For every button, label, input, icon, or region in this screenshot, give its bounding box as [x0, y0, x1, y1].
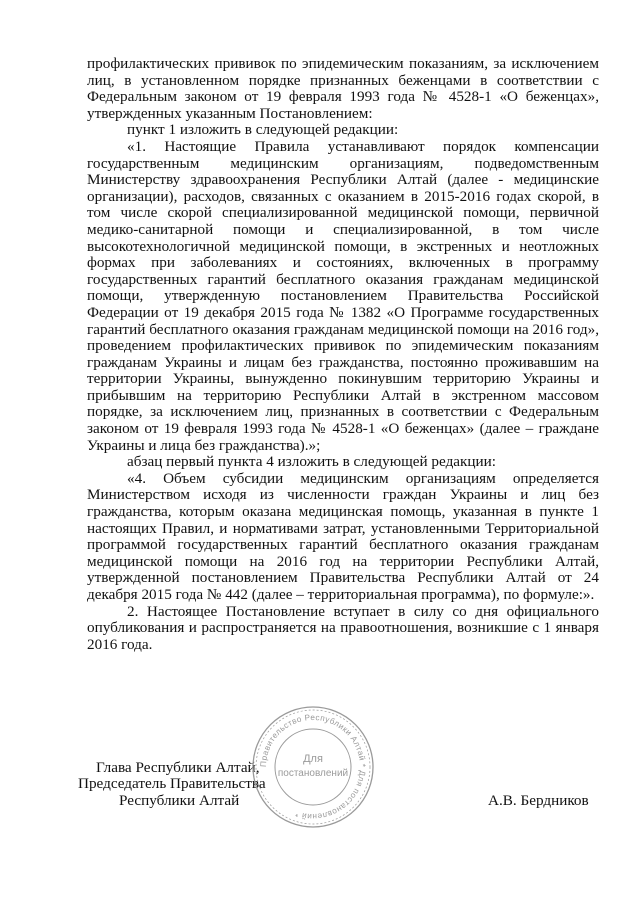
official-seal-stamp: [250, 704, 376, 830]
seal-center-line-2: постановлений: [277, 768, 349, 779]
paragraph-4: абзац первый пункта 4 изложить в следующей редакции:: [127, 453, 497, 471]
signer-title-line-3: Республики Алтай: [119, 792, 240, 809]
paragraph-1: профилактических прививок по эпидемическим показаниям, за исключением лиц, в установленном порядке признанных беженцами в соответствии с Федеральным законом от 19 февраля 1993 года № 4528-1 «О беженцах», утвержденных указанным Постановлением:: [87, 55, 599, 122]
paragraph-3: «1. Настоящие Правила устанавливают порядок компенсации государственным медицинским организациям, подведомственным Министерству здравоохранения Республики Алтай (далее - медицинские организации), расходов, связанных с оказанием в 2015-2016 годах скорой, в том числе скорой специализированной медицинской помощи, первичной медико-санитарной помощи и специализированной, в том числе высокотехнологичной медицинской помощи, в экстренных и неотложных формах при заболеваниях и состояниях, включенных в программу государственных гарантий бесплатного оказания гражданам медицинской помощи, утвержденную постановлением Правительства Российской Федерации от 19 декабря 2015 года № 1382 «О Программе государственных гарантий бесплатного оказания гражданам медицинской помощи на 2016 год», проведением профилактических прививок по эпидемическим показаниям гражданам Украины и лицам без гражданства, постоянно проживавшим на территории Украины, вынужденно покинувшим территорию Украины и прибывшим на территорию Республики Алтай в экстренном массовом порядке, за исключением лиц, признанных в соответствии с Федеральным законом от 19 февраля 1993 года № 4528-1 «О беженцах» (далее – граждане Украины и лица без гражданства).»;: [87, 137, 599, 454]
signer-name: А.В. Бердников: [488, 792, 589, 809]
signer-title-line-1: Глава Республики Алтай,: [96, 759, 260, 776]
seal-center-line-1: Для: [303, 753, 323, 765]
paragraph-6: 2. Настоящее Постановление вступает в силу со дня официального опубликования и распространяется на правоотношения, возникшие с 1 января 2016 года.: [87, 602, 599, 653]
seal-ring-text: Правительство Республики Алтай * Для постановлений *: [258, 712, 368, 822]
signer-title-line-2: Председатель Правительства: [78, 775, 266, 792]
paragraph-2: пункт 1 изложить в следующей редакции:: [127, 121, 399, 139]
paragraph-5: «4. Объем субсидии медицинским организациям определяется Министерством исходя из численности граждан Украины и лиц без гражданства, которым оказана медицинская помощь, указанная в пункте 1 настоящих Правил, и нормативами затрат, установленными Территориальной программой государственных гарантий бесплатного оказания гражданам медицинской помощи на 2016 год на территории Республики Алтай, утвержденной постановлением Правительства Республики Алтай от 24 декабря 2015 года № 442 (далее – территориальная программа), по формуле:».: [87, 469, 599, 603]
